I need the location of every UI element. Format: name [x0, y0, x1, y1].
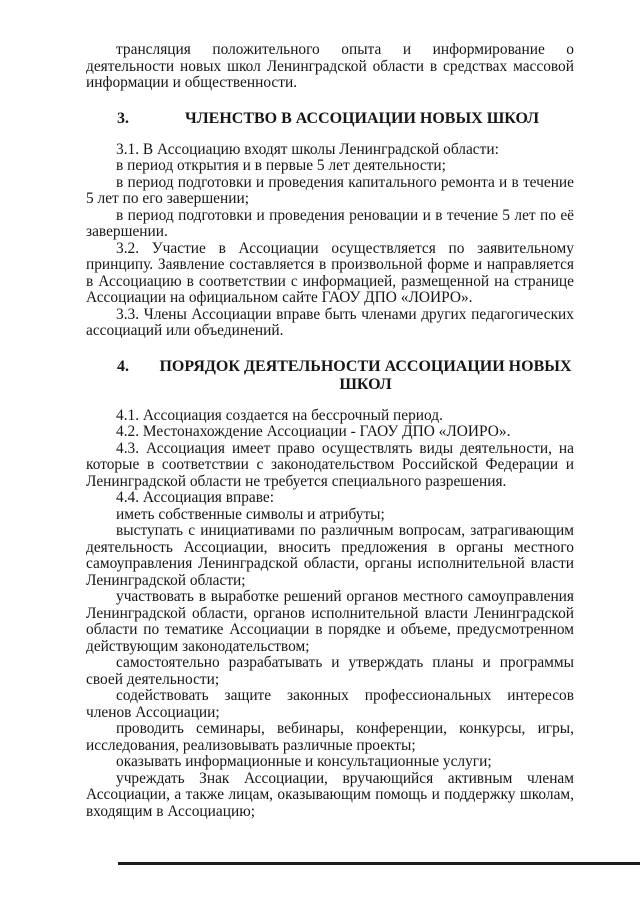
paragraph-3-3: 3.3. Члены Ассоциации вправе быть членами других педагогических ассоциаций или объединений. [86, 305, 574, 339]
paragraph-4-4-b: выступать с инициативами по различным вопросам, затрагивающим деятельность Ассоциации, вносить предложения в органы местного самоуправления Ленинградской области, органы исполнительной власти Ленинградской области; [86, 522, 574, 589]
section-3-title: ЧЛЕНСТВО В АССОЦИАЦИИ НОВЫХ ШКОЛ [185, 109, 540, 127]
section-4-title: ПОРЯДОК ДЕЯТЕЛЬНОСТИ АССОЦИАЦИИ НОВЫХ ШКОЛ [159, 357, 572, 393]
paragraph-3-1: 3.1. В Ассоциацию входят школы Ленинградской области: [116, 140, 499, 158]
paragraph-4-4-g: оказывать информационные и консультационные услуги; [116, 753, 492, 770]
section-3-number: 3. [117, 109, 129, 127]
paragraph-3-2: 3.2. Участие в Ассоциации осуществляется по заявительному принципу. Заявление составляется в произвольной форме и направляется в Ассоциацию в соответствии с информацией, размещенной на странице Ассоциации на официальном сайте ГАОУ ДПО «ЛОИРО». [86, 239, 574, 306]
paragraph-4-1: 4.1. Ассоциация создается на бессрочный период. [116, 406, 443, 424]
paragraph-3-1-a: в период открытия и в первые 5 лет деятельности; [116, 157, 446, 174]
paragraph-4-4-a: иметь собственные символы и атрибуты; [116, 505, 385, 523]
paragraph-4-3: 4.3. Ассоциация имеет право осуществлять виды деятельности, на которые в соответствии с законодательством Российской Федерации и Ленинградской области не требуется специального разрешения. [86, 439, 574, 490]
section-3-heading [86, 110, 574, 128]
paragraph-4-4-f: проводить семинары, вебинары, конференции, конкурсы, игры, исследования, реализовывать различные проекты; [86, 720, 574, 754]
paragraph-4-4-d: самостоятельно разрабатывать и утверждать планы и программы своей деятельности; [86, 654, 574, 688]
paragraph-4-4-e: содействовать защите законных профессиональных интересов членов Ассоциации; [86, 687, 574, 721]
paragraph-3-1-c: в период подготовки и проведения реновации и в течение 5 лет по её завершении. [86, 206, 574, 240]
section-4-number: 4. [117, 357, 129, 375]
intro-paragraph: трансляция положительного опыта и информирование о деятельности новых школ Ленинградской области в средствах массовой информации и общественности. [86, 41, 574, 91]
document-page [86, 42, 574, 820]
section-4-heading [86, 358, 574, 394]
paragraph-4-4-h: учреждать Знак Ассоциации, вручающийся активным членам Ассоциации, а также лицам, оказывающим помощь и поддержку школам, входящим в Ассоциацию; [86, 769, 574, 820]
paragraph-3-1-b: в период подготовки и проведения капитального ремонта и в течение 5 лет по его завершении; [86, 173, 574, 207]
paragraph-4-4: 4.4. Ассоциация вправе: [116, 489, 275, 506]
paragraph-4-2: 4.2. Местонахождение Ассоциации - ГАОУ ДПО «ЛОИРО». [116, 423, 511, 440]
paragraph-4-4-c: участвовать в выработке решений органов местного самоуправления Ленинградской области, органов исполнительной власти Ленинградской области по тематике Ассоциации в порядке и объеме, предусмотренном действующим законодательством; [86, 588, 574, 655]
scan-edge-line [118, 862, 640, 865]
